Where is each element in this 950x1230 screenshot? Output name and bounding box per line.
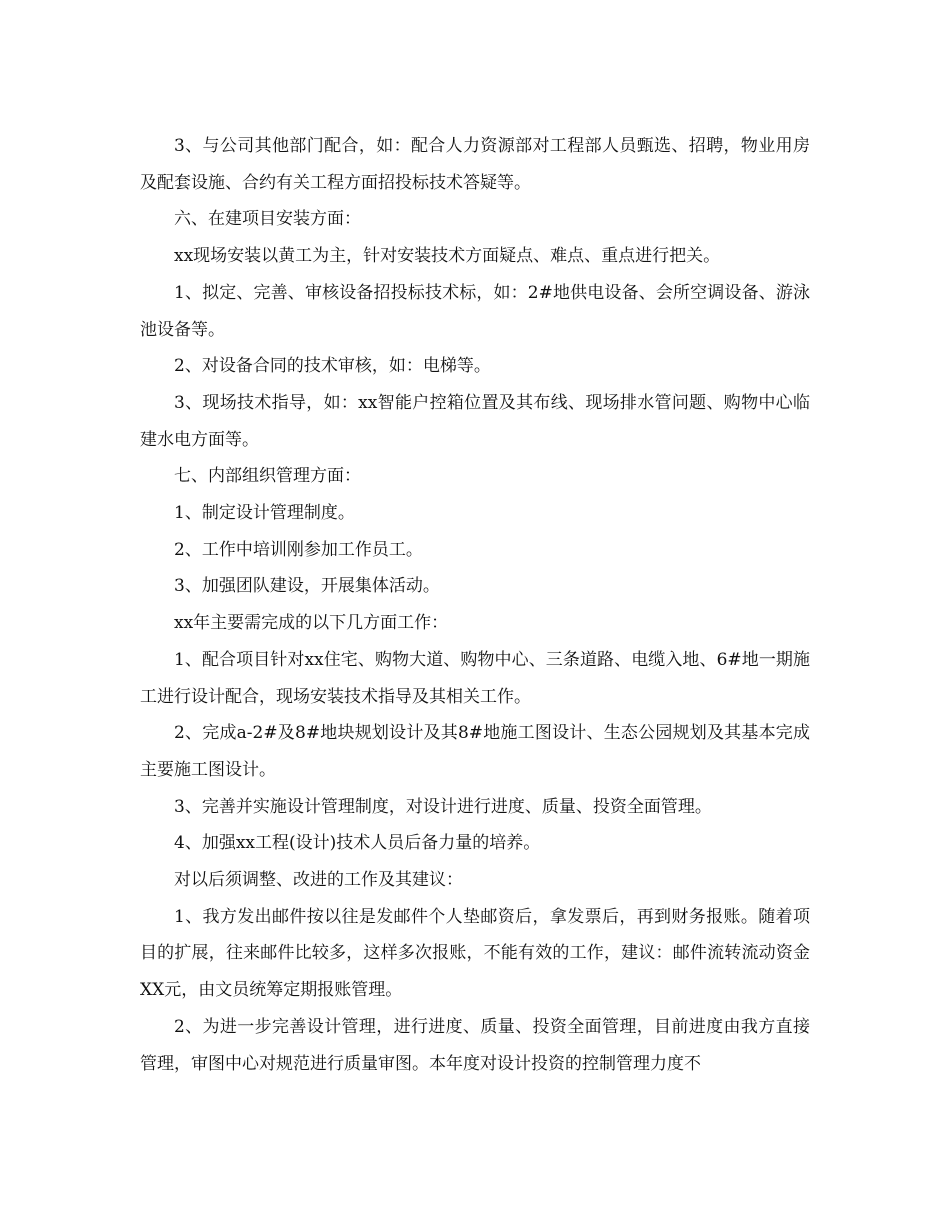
paragraph-suggestion-1: 1、我方发出邮件按以往是发邮件个人垫邮资后，拿发票后，再到财务报账。随着项目的扩展，往来邮件比较多，这样多次报账，不能有效的工作，建议：邮件流转流动资金XX元，由文员统筹定期报账管理。: [140, 906, 810, 1001]
paragraph-team-building: 3、加强团队建设，开展集体活动。: [174, 576, 440, 597]
document-body: [140, 128, 810, 1082]
section-heading-internal-management: 七、内部组织管理方面：: [174, 466, 361, 487]
section-heading-annual-goals: xx年主要需完成的以下几方面工作：: [174, 613, 449, 634]
paragraph-goal-3: 3、完善并实施设计管理制度，对设计进行进度、质量、投资全面管理。: [174, 796, 712, 817]
paragraph-cooperation-other-departments: 3、与公司其他部门配合，如：配合人力资源部对工程部人员甄选、招聘，物业用房及配套设施、合约有关工程方面招投标技术答疑等。: [140, 136, 810, 193]
paragraph-design-management-system: 1、制定设计管理制度。: [174, 503, 355, 524]
section-heading-installation: 六、在建项目安装方面：: [174, 209, 361, 230]
paragraph-staff-training: 2、工作中培训刚参加工作员工。: [174, 539, 423, 560]
paragraph-goal-4: 4、加强xx工程(设计)技术人员后备力量的培养。: [174, 833, 541, 854]
paragraph-contract-review: 2、对设备合同的技术审核，如：电梯等。: [174, 356, 491, 377]
paragraph-installation-lead: xx现场安装以黄工为主，针对安装技术方面疑点、难点、重点进行把关。: [174, 246, 721, 267]
paragraph-goal-2: 2、完成a-2#及8#地块规划设计及其8#地施工图设计、生态公园规划及其基本完成主要施工图设计。: [140, 723, 810, 780]
paragraph-equipment-tender: 1、拟定、完善、审核设备招投标技术标，如：2#地供电设备、会所空调设备、游泳池设备等。: [140, 282, 810, 340]
paragraph-suggestion-2: 2、为进一步完善设计管理，进行进度、质量、投资全面管理，目前进度由我方直接管理，审图中心对规范进行质量审图。本年度对设计投资的控制管理力度不: [140, 1016, 810, 1074]
paragraph-site-guidance: 3、现场技术指导，如：xx智能户控箱位置及其布线、现场排水管问题、购物中心临建水电方面等。: [140, 392, 810, 450]
section-heading-suggestions: 对以后须调整、改进的工作及其建议：: [174, 870, 463, 891]
paragraph-goal-1: 1、配合项目针对xx住宅、购物大道、购物中心、三条道路、电缆入地、6#地一期施工进行设计配合，现场安装技术指导及其相关工作。: [140, 649, 810, 707]
